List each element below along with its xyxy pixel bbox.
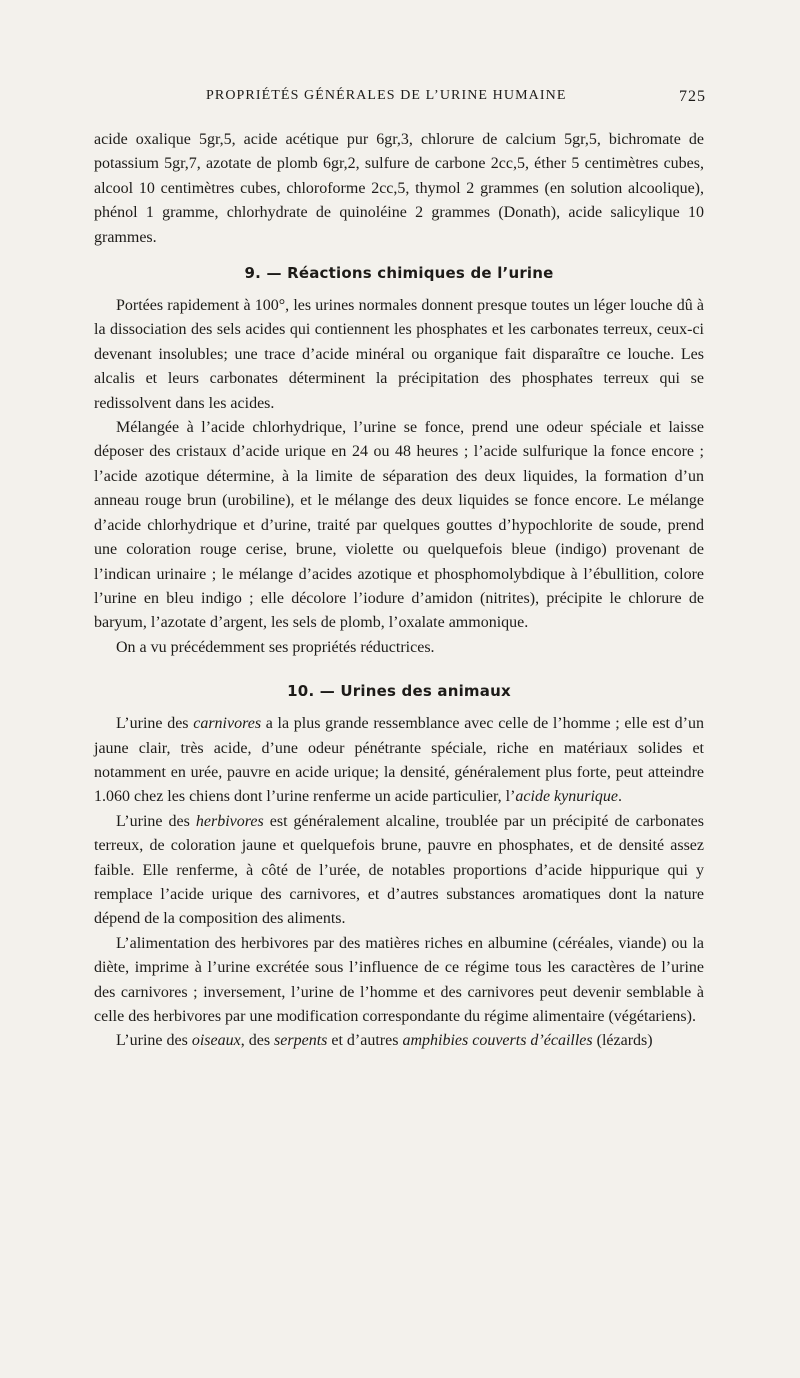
text-fragment: est généralement alcaline, troublée par un précipité de carbonates terreux, de coloration jaune et quelquefois brune, pauvre en phosphates, et de densité assez faible. Elle renferme, à côté de l’urée, de notables proportions d’acide hippurique qui y remplace l’acide urique des carnivores, et d’autres substances aromatiques dont la nature dépend de la composition des aliments. bbox=[94, 812, 704, 928]
running-title: PROPRIÉTÉS GÉNÉRALES DE L’URINE HUMAINE bbox=[206, 88, 567, 103]
text-fragment: et d’autres bbox=[327, 1032, 403, 1050]
text-fragment: L’urine des bbox=[116, 715, 194, 733]
section-10-paragraph-3: L’alimentation des herbivores par des matières riches en albumine (céréales, viande) ou la diète, imprime à l’urine excrétée sous l’influence de ce régime tous les caractères de l’urine des carnivores ; inversement, l’urine de l’homme et des carnivores peut devenir semblable à celle des herbivores par une modification correspondante du régime alimentaire (végétariens). bbox=[94, 934, 704, 1025]
text-fragment: . bbox=[618, 788, 623, 806]
section-9-paragraph-2: Mélangée à l’acide chlorhydrique, l’urine se fonce, prend une odeur spéciale et laisse déposer des cristaux d’acide urique en 24 ou 48 heures ; l’acide sulfurique la fonce encore ; l’acide azotique détermine, à la limite de séparation des deux liquides, la formation d’un anneau rouge brun (urobiline), et le mélange des deux liquides se fonce encore. Le mélange d’acide chlorhydrique et d’urine, traité par quelques gouttes d’hypochlorite de soude, prend une coloration rouge cerise, brune, violette ou quelquefois bleue (indigo) provenant de l’indican urinaire ; le mélange d’acides azotique et phosphomolybdique à l’ébullition, colore l’urine en bleu indigo ; elle décolore l’iodure d’amidon (nitrites), précipite le chlorure de baryum, l’azotate d’argent, les sels de plomb, l’oxalate ammonique. bbox=[94, 419, 704, 632]
text-fragment: (lézards) bbox=[592, 1032, 653, 1050]
document-page bbox=[0, 88, 800, 1378]
intro-paragraph: acide oxalique 5gr,5, acide acétique pur 6gr,3, chlorure de calcium 5gr,5, bichromate de potassium 5gr,7, azotate de plomb 6gr,2, sulfure de carbone 2cc,5, éther 5 centimètres cubes, alcool 10 centimètres cubes, chloroforme 2cc,5, thymol 2 grammes (en solution alcoolique), phénol 1 gramme, chlorhydrate de quinoléine 2 grammes (Donath), acide salicylique 10 grammes. bbox=[94, 131, 704, 246]
page-number: 725 bbox=[679, 88, 706, 105]
running-head bbox=[94, 88, 704, 118]
section-9-paragraph-1: Portées rapidement à 100°, les urines normales donnent presque toutes un léger louche dû à la dissociation des sels acides qui contiennent les phosphates et les carbonates terreux, ceux-ci devenant insolubles; une trace d’acide minéral ou organique fait disparaître ce louche. Les alcalis et leurs carbonates déterminent la précipitation des phosphates terreux qui se redissolvent dans les acides. bbox=[94, 297, 704, 412]
text-fragment: L’urine des bbox=[116, 1032, 192, 1050]
emphasis-acide-kynurique: acide kynurique bbox=[515, 788, 619, 806]
text-fragment: L’urine des bbox=[116, 812, 196, 830]
section-10-paragraph-1 bbox=[94, 712, 704, 810]
section-10-paragraph-2 bbox=[94, 810, 704, 932]
emphasis-carnivores: carnivores bbox=[193, 715, 262, 733]
emphasis-oiseaux: oiseaux bbox=[191, 1032, 241, 1050]
section-10-paragraph-4 bbox=[94, 1029, 704, 1053]
text-fragment: a la plus grande ressemblance avec celle de l’homme ; elle est d’un jaune clair, très acide, d’une odeur pénétrante spéciale, riche en matériaux solides et notamment en urée, pauvre en acide urique; la densité, généralement plus forte, peut atteindre 1.060 chez les chiens dont l’urine renferme un acide particulier, l’ bbox=[94, 715, 704, 806]
text-fragment: , des bbox=[240, 1032, 275, 1050]
emphasis-serpents: serpents bbox=[274, 1032, 328, 1050]
section-10-heading: 10. — Urines des animaux bbox=[287, 682, 511, 701]
section-9-heading: 9. — Réactions chimiques de l’urine bbox=[244, 264, 554, 283]
section-9-paragraph-3: On a vu précédemment ses propriétés réductrices. bbox=[116, 638, 435, 656]
emphasis-herbivores: herbivores bbox=[195, 812, 264, 830]
emphasis-amphibies: amphibies couverts d’écailles bbox=[402, 1032, 593, 1050]
